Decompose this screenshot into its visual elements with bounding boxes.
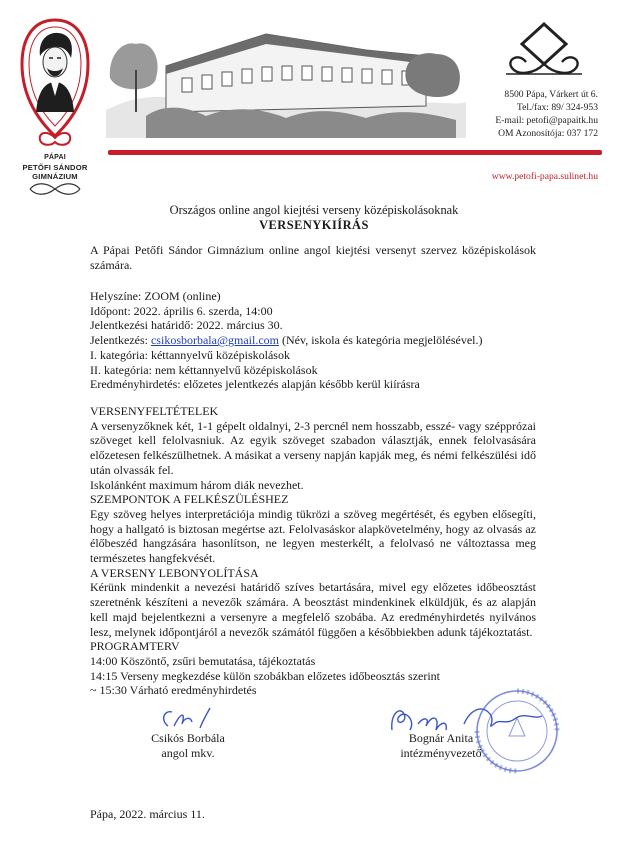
contact-block [495,88,598,140]
deadline: Jelentkezési határidő: 2022. március 30. [90,318,283,333]
portrait-emblem-icon [18,16,92,156]
apply-suffix: (Név, iskola és kategória megjelölésével.) [279,333,483,348]
intro-text: A Pápai Petőfi Sándor Gimnázium online angol kiejtési versenyt szervez középiskolások számára. [90,243,536,272]
title-main: VERSENYKIÍRÁS [259,218,369,232]
school-name-line1: PÁPAI [44,154,66,161]
om-id: OM Azonosítója: 037 172 [498,128,598,139]
email[interactable]: E-mail: petofi@papaitk.hu [495,115,598,126]
school-logo [18,16,92,188]
category-1: I. kategória: kéttannyelvű középiskolások [90,347,290,362]
school-name-line2: PETŐFI SÁNDOR [22,163,88,172]
program-item-3: ~ 15:30 Várható eredményhirdetés [90,683,257,698]
venue: Helyszíne: ZOOM (online) [90,289,221,303]
left-signer-name: Csikós Borbála [151,731,225,745]
document-title [0,203,628,233]
sections-block [90,404,536,698]
category-2: II. kategória: nem kéttannyelvű középiskolások [90,362,318,377]
website-link[interactable]: www.petofi-papa.sulinet.hu [491,171,598,182]
left-signature-block [138,731,238,761]
section-heading-procedure: A VERSENY LEBONYOLÍTÁSA [90,565,259,580]
school-name-line3: GIMNÁZIUM [32,172,78,181]
details-block [90,289,536,392]
ornament-icon [504,18,584,84]
flourish-icon [18,182,92,196]
intro-paragraph [90,243,536,272]
section-heading-conditions: VERSENYFELTÉTELEK [90,404,219,418]
results: Eredményhirdetés: előzetes jelentkezés alapján később kerül kiírásra [90,377,420,392]
date: Időpont: 2022. április 6. szerda, 14:00 [90,303,273,318]
right-signer-role: intézményvezető [400,746,482,760]
apply-email-link[interactable]: csikosborbala@gmail.com [150,333,280,348]
section-text-procedure: Kérünk mindenkit a nevezési határidő szíves betartására, mivel egy előzetes időbeosztást szeretnénk készíteni a nevezők számára. A beosztást mindenkinek elküldjük, és az alapján kell majd bejelentkezni a versenyre a megfelelő szobába. Az eredményhirdetés nyilvános lesz, melynek időpontjáról a nevezők számától függően a későbbiekben adunk tájékoztatást. [90,580,536,639]
address: 8500 Pápa, Várkert út 6. [504,89,598,100]
program-item-2: 14:15 Verseny megkezdése külön szobákban előzetes időbeosztás szerint [90,668,441,683]
place-date: Pápa, 2022. március 11. [90,807,205,821]
left-signer-role: angol mkv. [161,746,215,760]
section-note-conditions: Iskolánként maximum három diák nevezhet. [90,477,304,492]
phone: Tel./fax: 89/ 324-953 [516,102,598,113]
section-text-conditions: A versenyzőknek két, 1-1 gépelt oldalnyi, 2-3 percnél nem hosszabb, esszé- vagy szépprózai szöveget kell felolvasniuk. Az egyik szöveget szabadon választják, ennek felolvasására előzetesen felkészülhetnek. A másikat a verseny napján kapják meg, és némi felkészülési idő után olvassák fel. [90,418,536,477]
apply-prefix: Jelentkezés: [90,333,151,348]
program-item-1: 14:00 Köszöntő, zsűri bemutatása, tájékoztatás [90,653,316,668]
building-sketch-icon [106,20,466,138]
section-text-preparation: Egy szöveg helyes interpretációja mindig tükrözi a szöveg megértését, és egyben elősegíti, hogy a hallgató is biztosan megértse azt. Felolvasáskor alapkövetelmény, hogy az olvasás az élőbeszéd hangzására hasonlítson, ne legyen mesterkélt, a felolvasó ne változtassa meg természetes hangfekvését. [90,506,536,566]
header-divider [108,150,602,155]
title-subline: Országos online angol kiejtési verseny középiskolásoknak [169,203,459,217]
right-signature-block [382,731,500,761]
school-building-illustration [106,20,466,138]
left-signature-icon [150,704,230,734]
section-heading-program: PROGRAMTERV [90,639,180,654]
section-heading-preparation: SZEMPONTOK A FELKÉSZÜLÉSHEZ [90,492,289,507]
apply-line [90,333,536,348]
right-signer-name: Bognár Anita [408,731,474,745]
